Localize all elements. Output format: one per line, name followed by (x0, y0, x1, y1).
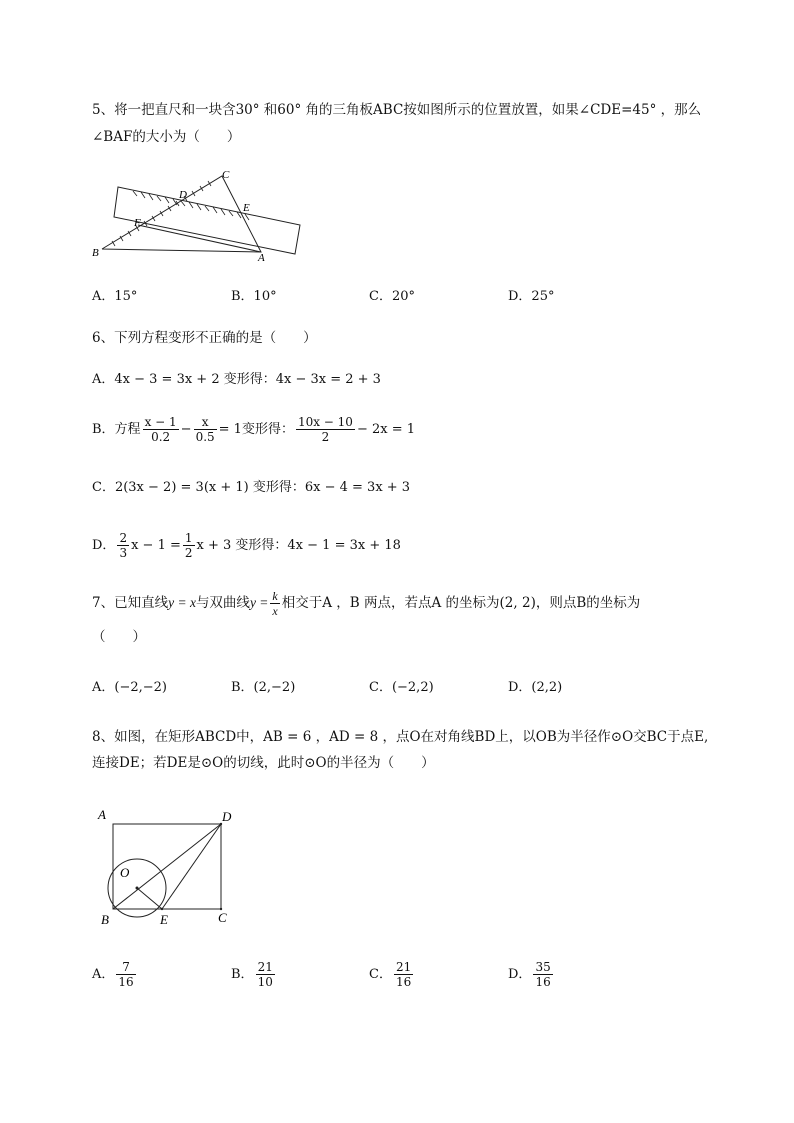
q8-rectangle-circle-figure (90, 800, 250, 930)
q6b-eq: = 1变形得： (218, 422, 294, 437)
q5-label-f: F (134, 217, 141, 229)
q8a-frac (116, 960, 135, 989)
q5-label-b: B (92, 247, 99, 259)
q6b-frac2-num: x (194, 415, 217, 430)
q6d-mid: x − 1 = (131, 538, 181, 553)
q7-option-b: B．(2,−2) (231, 680, 296, 695)
q7-option-a: A．(−2,−2) (92, 680, 167, 695)
q7-line-eq: y = x (168, 595, 196, 610)
q5-label-c: C (222, 169, 230, 181)
q5-option-d: D．25° (508, 289, 555, 304)
q8-label-e: E (160, 912, 168, 927)
q5-label-d: D (179, 189, 187, 201)
q6b-tail: − 2x = 1 (356, 422, 416, 437)
q5-ruler-triangle-figure (88, 165, 313, 265)
q8-stem-line1: 8、如图，在矩形ABCD中，AB = 6 ，AD = 8 ，点O在对角线BD上，以OB为半径作⊙O交BC于点E, (92, 729, 709, 745)
q7-option-c: C．(−2,2) (369, 680, 434, 695)
q8-option-a (92, 957, 138, 993)
q6d-frac2 (183, 531, 195, 560)
q6d-frac2-num: 1 (184, 531, 193, 545)
q5-option-a: A．15° (92, 289, 138, 304)
q8b-den: 10 (257, 975, 273, 989)
q8d-frac (533, 960, 552, 989)
q6d-frac2-den: 2 (184, 546, 193, 560)
q8a-letter: A． (92, 967, 115, 982)
q8b-num: 21 (257, 960, 273, 974)
q8a-num: 7 (116, 960, 135, 975)
q8-label-b: B (101, 912, 109, 927)
q8b-frac (256, 960, 275, 989)
q6-stem: 6、下列方程变形不正确的是（ ） (92, 330, 317, 346)
q6b-frac1-den: 0.2 (151, 430, 171, 444)
q6b-frac1 (143, 415, 179, 444)
q6b-frac3-den: 2 (321, 430, 330, 444)
q7-hyp-den: x (272, 604, 278, 618)
q5-stem-line2: ∠BAF的大小为（ ） (92, 129, 241, 145)
q8a-den: 16 (118, 975, 134, 989)
q8-label-a: A (98, 807, 106, 822)
q8-stem-line2: 连接DE；若DE是⊙O的切线，此时⊙O的半径为（ ） (92, 755, 435, 771)
q8-option-b (231, 957, 277, 993)
q5-option-c: C．20° (369, 289, 415, 304)
q8d-letter: D． (508, 967, 532, 982)
q7-hyp-num: k (272, 589, 278, 603)
q6b-frac3 (296, 415, 355, 444)
q8c-den: 16 (395, 975, 412, 989)
q6d-frac1-den: 3 (119, 546, 128, 560)
q6d-frac1 (117, 531, 129, 560)
q8d-den: 16 (535, 975, 551, 989)
q6b-frac2 (194, 415, 217, 444)
q8-label-o: O (120, 865, 130, 880)
q5-label-e: E (243, 202, 250, 214)
q7-pre: 7、已知直线 (92, 595, 169, 611)
q6-option-a: A．4x − 3 = 3x + 2 变形得：4x − 3x = 2 + 3 (92, 372, 381, 387)
q8c-frac (394, 960, 413, 989)
q8-label-c: C (218, 910, 227, 925)
q8d-num: 35 (535, 960, 551, 974)
q8-option-d (508, 957, 555, 993)
q7-hyp-frac (270, 589, 279, 618)
q7-stem-line2: （ ） (92, 629, 146, 645)
q6b-frac3-num: 10x − 10 (297, 415, 353, 429)
q8b-letter: B． (231, 967, 254, 982)
q6-option-c: C．2(3x − 2) = 3(x + 1) 变形得：6x − 4 = 3x + 3 (92, 480, 411, 495)
q6-option-b (92, 412, 415, 448)
q8-option-c (369, 957, 415, 993)
q6b-frac1-num: x − 1 (144, 415, 177, 429)
q7-stem-line1 (92, 585, 640, 621)
q5-label-a: A (258, 252, 265, 264)
q6d-frac1-num: 2 (119, 531, 128, 545)
q6b-frac2-den: 0.5 (195, 430, 215, 444)
q6d-prefix: D． (92, 538, 116, 553)
q8-label-d: D (222, 809, 232, 824)
q7-mid1: 与双曲线 (195, 595, 250, 611)
q6d-tail: x + 3 变形得：4x − 1 = 3x + 18 (196, 538, 401, 553)
q6b-prefix: B．方程 (92, 422, 141, 437)
q7-option-d: D．(2,2) (508, 680, 563, 695)
q7-mid2: 相交于A ，B 两点，若点A 的坐标为(2, 2)，则点B的坐标为 (281, 595, 641, 611)
q5-option-b: B．10° (231, 289, 277, 304)
q8c-letter: C． (369, 967, 392, 982)
q6b-minus: − (180, 422, 192, 437)
q5-stem-line1: 5、将一把直尺和一块含30° 和60° 角的三角板ABC按如图所示的位置放置，如果∠CDE=45° ，那么 (92, 102, 702, 118)
q6-option-d (92, 528, 401, 564)
q8c-num: 21 (395, 960, 412, 974)
q7-hyp-pre: y = (249, 595, 269, 610)
